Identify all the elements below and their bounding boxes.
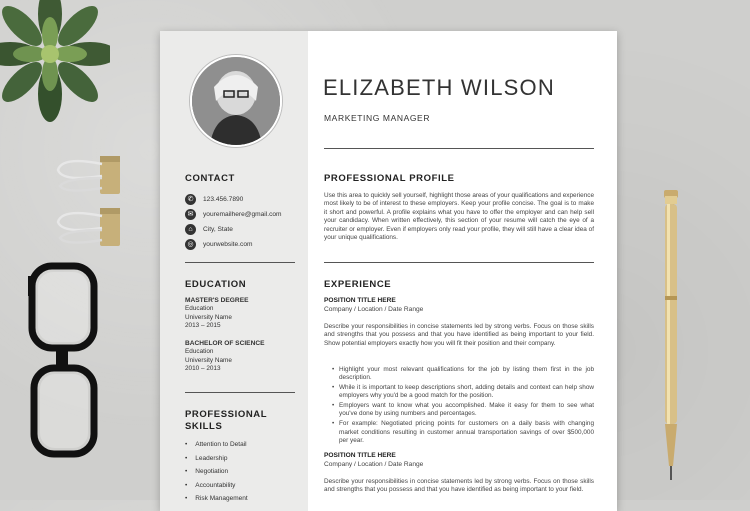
job-subtitle: Company / Location / Date Range	[324, 306, 424, 313]
mail-icon: ✉	[185, 209, 196, 220]
binder-clip	[52, 152, 124, 198]
resume-page	[160, 31, 617, 511]
resume-role: MARKETING MANAGER	[324, 113, 431, 123]
job-bullet: • While it is important to keep descriptions short, adding details and context can help show employers why you'd be a good match for the position.	[332, 384, 594, 401]
contact-phone: ✆ 123.456.7890	[185, 193, 243, 205]
job-title: POSITION TITLE HERE	[324, 297, 396, 304]
globe-icon: ◎	[185, 239, 196, 250]
experience-heading: EXPERIENCE	[324, 279, 392, 290]
divider	[324, 262, 594, 263]
contact-location: ⌂ City, State	[185, 223, 233, 235]
job-description: Describe your responsibilities in concise statements led by strong verbs. Focus on those skills and strengths that you possess and that you have identified as being important to your field. Show potential employers exactly how you will fit their position and their company.	[324, 323, 594, 347]
skills-heading-line1: PROFESSIONAL	[185, 409, 268, 420]
education-heading: EDUCATION	[185, 279, 247, 290]
binder-clip	[52, 204, 124, 250]
education-entry: BACHELOR OF SCIENCE Education University Name 2010 – 2013	[185, 340, 265, 373]
contact-email: ✉ youremailhere@gmail.com	[185, 208, 282, 220]
job-bullet: • Employers want to know what you accomplished. Make it easy for them to see what you've done by using numbers and percentages.	[332, 402, 594, 419]
skill-item: • Accountability	[185, 479, 248, 493]
divider	[185, 262, 295, 263]
profile-text: Use this area to quickly sell yourself, highlight those areas of your qualifications and experience most likely to be of interest to these employers. Keep your profile concise. The goal is to make it short and powerful. A profile explains what you have to offer the employer and can help sell your candidacy. When written effectively, this section of your resume will catch the eye of a recruiter or employer. Even if employers only read your profile, they will still have a clear idea of your unique qualifications.	[324, 192, 594, 242]
gold-pen	[656, 186, 686, 486]
skills-heading-line2: SKILLS	[185, 421, 223, 432]
contact-website: ◎ yourwebsite.com	[185, 238, 252, 250]
profile-photo	[190, 55, 282, 147]
profile-heading: PROFESSIONAL PROFILE	[324, 173, 455, 184]
education-entry: MASTER'S DEGREE Education University Name 2013 – 2015	[185, 297, 249, 330]
skill-item: • Leadership	[185, 452, 248, 466]
job-description: Describe your responsibilities in concise statements led by strong verbs. Focus on those skills and strengths that you possess and that you have identified as being important to your field.	[324, 478, 594, 494]
skill-item: • Attention to Detail	[185, 438, 248, 452]
skill-item: • Risk Management	[185, 492, 248, 506]
job-bullet: • Highlight your most relevant qualifications for the job by listing them first in the job description.	[332, 366, 594, 383]
resume-name: ELIZABETH WILSON	[323, 75, 555, 100]
job-title: POSITION TITLE HERE	[324, 452, 396, 459]
divider	[185, 392, 295, 393]
divider	[324, 148, 594, 149]
phone-icon: ✆	[185, 194, 196, 205]
location-pin-icon: ⌂	[185, 224, 196, 235]
skill-item: • Negotiation	[185, 465, 248, 479]
job-subtitle: Company / Location / Date Range	[324, 461, 424, 468]
succulent-plant	[0, 0, 110, 132]
job-bullet: • For example: Negotiated pricing points for customers on a daily basis with changing market conditions resulting in customer annual transportation savings of over $500,000 per year.	[332, 420, 594, 445]
job-bullets	[332, 366, 594, 447]
eyeglasses	[28, 262, 100, 467]
skills-list	[185, 438, 248, 506]
contact-heading: CONTACT	[185, 173, 235, 184]
